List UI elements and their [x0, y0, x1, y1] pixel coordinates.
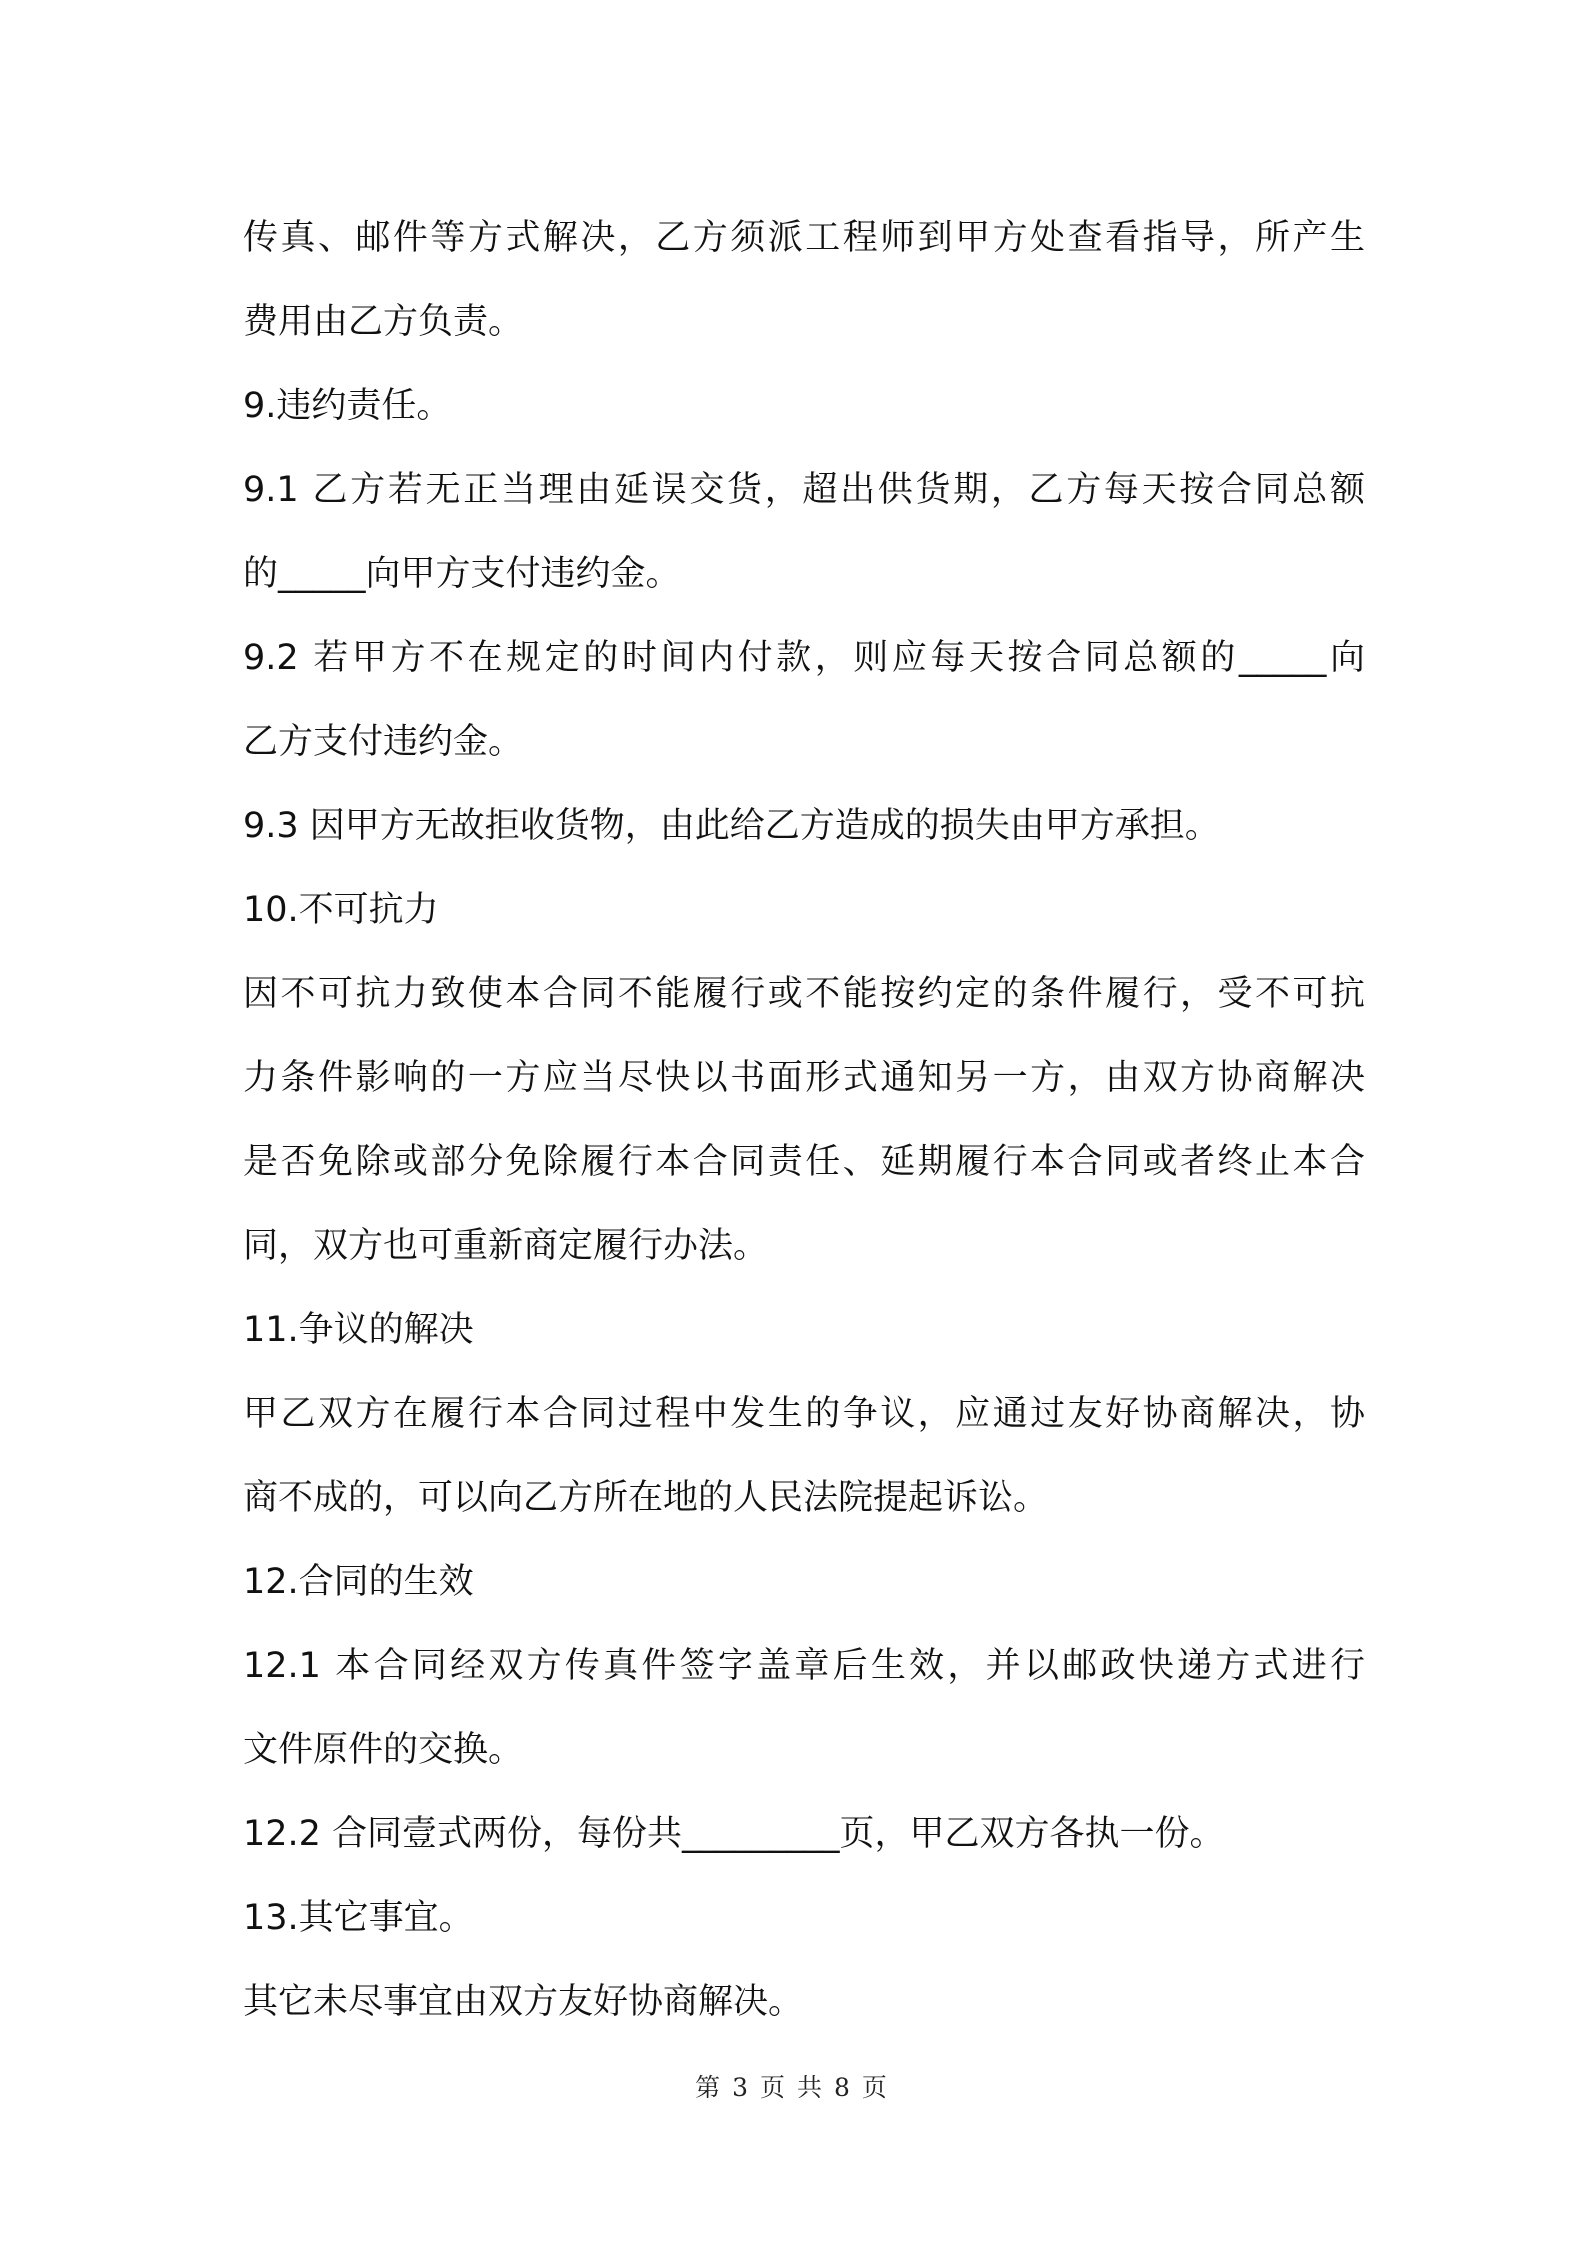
text-line: 是否免除或部分免除履行本合同责任、延期履行本合同或者终止本合 [243, 1142, 1365, 1182]
section-heading: 13.其它事宜。 [243, 1898, 474, 1938]
total-prefix: 共 [797, 2073, 827, 2102]
text-line: 传真、邮件等方式解决，乙方须派工程师到甲方处查看指导，所产生 [243, 218, 1365, 258]
page-suffix: 页 [861, 2073, 891, 2102]
text-line: 的_____向甲方支付违约金。 [243, 554, 681, 594]
section-heading: 12.合同的生效 [243, 1562, 474, 1602]
text-line: 费用由乙方负责。 [243, 302, 524, 342]
text-line: 9.3 因甲方无故拒收货物，由此给乙方造成的损失由甲方承担。 [243, 806, 1220, 846]
document-body [243, 196, 1365, 2044]
page-number-footer [0, 2068, 1586, 2104]
section-heading: 11.争议的解决 [243, 1310, 474, 1350]
text-line: 12.1 本合同经双方传真件签字盖章后生效，并以邮政快递方式进行 [243, 1646, 1365, 1686]
text-line: 其它未尽事宜由双方友好协商解决。 [243, 1982, 804, 2022]
text-line: 力条件影响的一方应当尽快以书面形式通知另一方，由双方协商解决 [243, 1058, 1365, 1098]
total-page-number: 8 [834, 2073, 854, 2102]
page-word: 页 [759, 2073, 789, 2102]
section-heading: 10.不可抗力 [243, 890, 439, 930]
text-line: 乙方支付违约金。 [243, 722, 524, 762]
text-line: 9.1 乙方若无正当理由延误交货，超出供货期，乙方每天按合同总额 [243, 470, 1365, 510]
text-line: 因不可抗力致使本合同不能履行或不能按约定的条件履行，受不可抗 [243, 974, 1365, 1014]
text-line: 同，双方也可重新商定履行办法。 [243, 1226, 769, 1266]
text-line: 12.2 合同壹式两份，每份共_________页，甲乙双方各执一份。 [243, 1814, 1225, 1854]
text-line: 9.2 若甲方不在规定的时间内付款，则应每天按合同总额的_____向 [243, 638, 1365, 678]
page-prefix: 第 [695, 2073, 725, 2102]
text-line: 文件原件的交换。 [243, 1730, 524, 1770]
current-page-number: 3 [732, 2073, 752, 2102]
text-line: 甲乙双方在履行本合同过程中发生的争议，应通过友好协商解决，协 [243, 1394, 1365, 1434]
text-line: 商不成的，可以向乙方所在地的人民法院提起诉讼。 [243, 1478, 1049, 1518]
section-heading: 9.违约责任。 [243, 386, 452, 426]
